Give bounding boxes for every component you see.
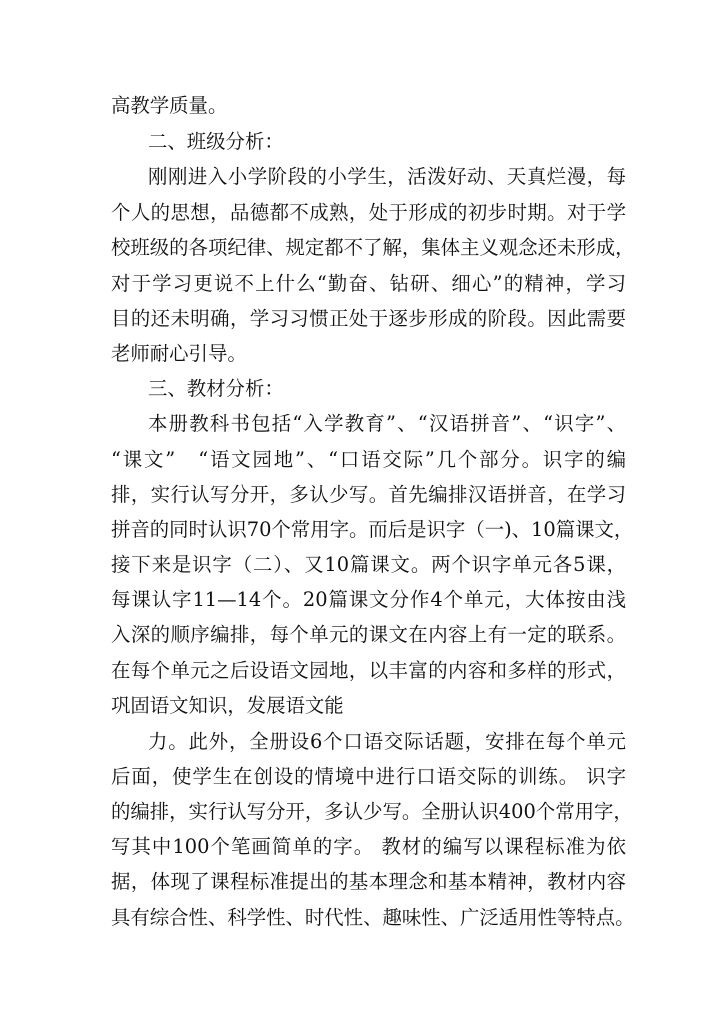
paragraph-line: 个人的思想，品德都不成熟，处于形成的初步时期。对于学 xyxy=(111,201,626,224)
paragraph-line: 排，实行认写分开，多认少写。首先编排汉语拼音，在学习 xyxy=(111,483,626,506)
paragraph-line: 每课认字11—14个。20篇课文分作4个单元，大体按由浅 xyxy=(111,588,626,611)
paragraph-line: 的编排，实行认写分开，多认少写。全册认识400个常用字， xyxy=(111,800,633,823)
paragraph-line: 力。此外，全册设6个口语交际话题，安排在每个单元 xyxy=(148,730,626,753)
paragraph-line: 对于学习更说不上什么“勤奋、钻研、细心”的精神，学习 xyxy=(111,272,626,295)
paragraph-line: 具有综合性、科学性、时代性、趣味性、广泛适用性等特点。 xyxy=(111,906,635,929)
paragraph-line: 目的还未明确，学习习惯正处于逐步形成的阶段。因此需要 xyxy=(111,307,626,330)
paragraph-line: 接下来是识字（二）、又10篇课文。两个识字单元各5课， xyxy=(111,553,626,576)
paragraph-line: 巩固语文知识，发展语文能 xyxy=(111,694,344,717)
paragraph-line: 校班级的各项纪律、规定都不了解，集体主义观念还未形成， xyxy=(111,236,635,259)
section-heading-textbook-analysis: 三、教材分析： xyxy=(148,377,284,400)
paragraph-line: 后面，使学生在创设的情境中进行口语交际的训练。 识字 xyxy=(111,765,626,788)
paragraph-line: 在每个单元之后设语文园地，以丰富的内容和多样的形式， xyxy=(111,659,626,682)
paragraph-line: 本册教科书包括“入学教育”、“汉语拼音”、“识字”、 xyxy=(148,412,626,435)
paragraph-line: “课文” “语文园地”、“口语交际”几个部分。识字的编 xyxy=(111,448,626,471)
paragraph-line: 刚刚进入小学阶段的小学生，活泼好动、天真烂漫，每 xyxy=(148,165,626,188)
paragraph-line: 据，体现了课程标准提出的基本理念和基本精神，教材内容 xyxy=(111,870,626,893)
section-heading-class-analysis: 二、班级分析： xyxy=(148,130,284,153)
paragraph-line: 老师耐心引导。 xyxy=(111,342,247,365)
paragraph-line: 拼音的同时认识70个常用字。而后是识字（一)、10篇课文， xyxy=(111,518,634,541)
paragraph-line: 写其中100个笔画简单的字。 教材的编写以课程标准为依 xyxy=(111,835,626,858)
paragraph-line: 入深的顺序编排，每个单元的课文在内容上有一定的联系。 xyxy=(111,623,626,646)
paragraph-line: 高教学质量。 xyxy=(111,94,228,117)
